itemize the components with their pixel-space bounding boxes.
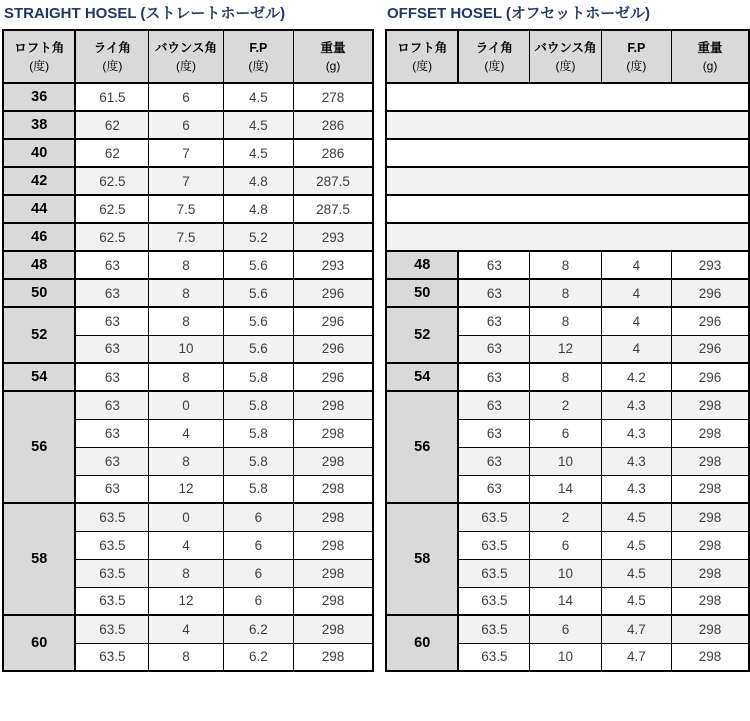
spec-table-straight [2,29,374,672]
data-cell: 4 [601,251,671,279]
table-row [3,167,373,195]
data-cell: 63 [458,363,529,391]
data-cell: 6 [149,83,223,111]
data-cell: 6 [530,419,601,447]
loft-cell: 48 [3,251,75,279]
table-row [3,83,373,111]
data-cell: 6 [223,503,293,531]
data-cell: 63.5 [75,503,148,531]
data-cell: 6 [223,531,293,559]
data-cell: 4.2 [601,363,671,391]
data-cell: 7 [149,139,223,167]
header-unit: (g) [325,59,341,73]
column-header [672,30,749,83]
data-cell: 61.5 [75,83,148,111]
data-cell: 8 [149,307,223,335]
empty-cell [386,195,749,223]
loft-cell: 54 [386,363,458,391]
loft-cell: 38 [3,111,75,139]
table-row [3,111,373,139]
data-cell: 298 [294,559,373,587]
data-cell: 5.6 [223,307,293,335]
data-cell: 298 [294,615,373,643]
data-cell: 63 [458,419,529,447]
data-cell: 298 [672,587,749,615]
column-header [149,30,223,83]
empty-cell [386,223,749,251]
data-cell: 62.5 [75,167,148,195]
data-cell: 5.6 [223,251,293,279]
data-cell: 298 [672,447,749,475]
table-row [386,503,749,531]
header-unit: (度) [248,59,269,73]
data-cell: 5.8 [223,447,293,475]
column-header [458,30,529,83]
data-cell: 63 [75,391,148,419]
data-cell: 296 [672,279,749,307]
data-cell: 63 [75,335,148,363]
data-cell: 6 [223,559,293,587]
data-cell: 4.7 [601,615,671,643]
data-cell: 4.5 [601,503,671,531]
data-cell: 10 [530,559,601,587]
data-cell: 6.2 [223,643,293,671]
data-cell: 8 [530,251,601,279]
data-cell: 4.5 [601,587,671,615]
table-row [386,391,749,419]
empty-row [386,195,749,223]
data-cell: 63 [458,307,529,335]
loft-cell: 50 [3,279,75,307]
data-cell: 293 [294,251,373,279]
empty-cell [386,83,749,111]
header-label: バウンス角 [154,41,218,55]
data-cell: 63.5 [75,587,148,615]
data-cell: 63.5 [458,643,529,671]
loft-cell: 46 [3,223,75,251]
data-cell: 63.5 [75,559,148,587]
header-label: ロフト角 [14,41,65,55]
data-cell: 12 [149,475,223,503]
data-cell: 2 [530,391,601,419]
data-cell: 63.5 [458,531,529,559]
data-cell: 298 [294,587,373,615]
data-cell: 296 [672,363,749,391]
data-cell: 298 [672,643,749,671]
data-cell: 0 [149,391,223,419]
loft-cell: 36 [3,83,75,111]
header-label: 重量 [320,41,346,55]
data-cell: 298 [294,419,373,447]
table-row [386,307,749,335]
column-header [75,30,148,83]
data-cell: 8 [530,307,601,335]
loft-cell: 40 [3,139,75,167]
data-cell: 5.8 [223,475,293,503]
data-cell: 6 [530,531,601,559]
table-row [386,615,749,643]
data-cell: 62.5 [75,223,148,251]
data-cell: 10 [530,447,601,475]
data-cell: 4 [149,531,223,559]
data-cell: 5.8 [223,391,293,419]
column-header [3,30,75,83]
table-row [3,391,373,419]
data-cell: 63 [75,475,148,503]
data-cell: 63.5 [458,615,529,643]
loft-cell: 56 [3,391,75,503]
data-cell: 63 [75,363,148,391]
data-cell: 63 [75,279,148,307]
data-cell: 4 [601,307,671,335]
header-unit: (g) [702,59,718,73]
data-cell: 6 [223,587,293,615]
data-cell: 298 [672,475,749,503]
header-unit: (度) [102,59,123,73]
table-row [386,363,749,391]
loft-cell: 48 [386,251,458,279]
header-label: 重量 [697,41,723,55]
data-cell: 298 [294,447,373,475]
data-cell: 63 [458,475,529,503]
empty-cell [386,139,749,167]
data-cell: 296 [294,307,373,335]
loft-cell: 42 [3,167,75,195]
data-cell: 298 [672,391,749,419]
spec-table-offset [385,29,750,672]
data-cell: 63 [75,307,148,335]
header-label: ライ角 [475,41,513,55]
data-cell: 2 [530,503,601,531]
data-cell: 7.5 [149,195,223,223]
header-label: F.P [249,41,268,55]
data-cell: 293 [294,223,373,251]
data-cell: 12 [530,335,601,363]
table-row [3,139,373,167]
data-cell: 7.5 [149,223,223,251]
table-row [3,279,373,307]
empty-cell [386,111,749,139]
data-cell: 63 [75,447,148,475]
data-cell: 4.3 [601,475,671,503]
data-cell: 298 [672,559,749,587]
data-cell: 298 [672,503,749,531]
data-cell: 14 [530,587,601,615]
table-row [3,503,373,531]
empty-row [386,111,749,139]
data-cell: 8 [149,251,223,279]
header-unit: (度) [175,59,196,73]
table-row [3,195,373,223]
data-cell: 7 [149,167,223,195]
data-cell: 6 [149,111,223,139]
loft-cell: 60 [386,615,458,671]
data-cell: 62.5 [75,195,148,223]
data-cell: 4 [601,279,671,307]
data-cell: 4.3 [601,419,671,447]
header-unit: (度) [484,59,505,73]
data-cell: 63 [458,447,529,475]
data-cell: 10 [149,335,223,363]
column-header [294,30,373,83]
data-cell: 5.6 [223,335,293,363]
data-cell: 63 [75,251,148,279]
data-cell: 14 [530,475,601,503]
loft-cell: 60 [3,615,75,671]
data-cell: 0 [149,503,223,531]
data-cell: 296 [294,279,373,307]
data-cell: 4.7 [601,643,671,671]
data-cell: 63.5 [75,531,148,559]
loft-cell: 50 [386,279,458,307]
loft-cell: 56 [386,391,458,503]
data-cell: 4.5 [223,139,293,167]
loft-cell: 52 [3,307,75,363]
data-cell: 63.5 [458,559,529,587]
header-row [386,30,749,83]
data-cell: 12 [149,587,223,615]
table-row [386,279,749,307]
data-cell: 63.5 [458,587,529,615]
data-cell: 287.5 [294,195,373,223]
data-cell: 4 [149,615,223,643]
loft-cell: 52 [386,307,458,363]
data-cell: 298 [672,531,749,559]
data-cell: 8 [149,279,223,307]
data-cell: 278 [294,83,373,111]
data-cell: 8 [149,643,223,671]
data-cell: 287.5 [294,167,373,195]
header-label: ロフト角 [397,41,448,55]
table-row [3,251,373,279]
data-cell: 286 [294,111,373,139]
data-cell: 63 [458,335,529,363]
data-cell: 298 [294,643,373,671]
header-row [3,30,373,83]
header-label: F.P [627,41,646,55]
data-cell: 296 [672,335,749,363]
data-cell: 8 [149,447,223,475]
data-cell: 4.3 [601,447,671,475]
header-unit: (度) [626,59,647,73]
column-header [386,30,458,83]
data-cell: 8 [149,559,223,587]
data-cell: 63.5 [458,503,529,531]
data-cell: 4.5 [223,111,293,139]
table-row [3,615,373,643]
data-cell: 4 [149,419,223,447]
data-cell: 6 [530,615,601,643]
table-row [3,223,373,251]
data-cell: 298 [294,475,373,503]
column-header [223,30,293,83]
data-cell: 4.3 [601,391,671,419]
panel-straight-hosel [2,3,374,672]
data-cell: 5.8 [223,419,293,447]
data-cell: 10 [530,643,601,671]
panel-offset-hosel [385,3,750,672]
data-cell: 296 [672,307,749,335]
data-cell: 296 [294,335,373,363]
data-cell: 8 [530,363,601,391]
empty-row [386,139,749,167]
empty-row [386,223,749,251]
loft-cell: 58 [3,503,75,615]
data-cell: 5.6 [223,279,293,307]
table-row [3,363,373,391]
data-cell: 5.8 [223,363,293,391]
column-header [530,30,601,83]
header-unit: (度) [29,59,50,73]
empty-cell [386,167,749,195]
data-cell: 63 [458,279,529,307]
data-cell: 286 [294,139,373,167]
data-cell: 298 [294,503,373,531]
table-row [3,307,373,335]
table-title-offset: OFFSET HOSEL (オフセットホーゼル) [387,5,650,22]
data-cell: 5.2 [223,223,293,251]
table-title-straight: STRAIGHT HOSEL (ストレートホーゼル) [4,5,286,22]
data-cell: 4.5 [223,83,293,111]
data-cell: 293 [672,251,749,279]
empty-row [386,83,749,111]
header-label: ライ角 [93,41,131,55]
data-cell: 8 [149,363,223,391]
data-cell: 4.5 [601,531,671,559]
header-unit: (度) [412,59,433,73]
data-cell: 298 [672,419,749,447]
data-cell: 298 [672,615,749,643]
data-cell: 8 [530,279,601,307]
data-cell: 4.8 [223,195,293,223]
data-cell: 296 [294,363,373,391]
data-cell: 63.5 [75,643,148,671]
data-cell: 298 [294,391,373,419]
empty-row [386,167,749,195]
data-cell: 63 [458,251,529,279]
data-cell: 62 [75,139,148,167]
header-unit: (度) [555,59,576,73]
loft-cell: 58 [386,503,458,615]
data-cell: 63 [75,419,148,447]
data-cell: 4 [601,335,671,363]
data-cell: 298 [294,531,373,559]
data-cell: 63.5 [75,615,148,643]
loft-cell: 44 [3,195,75,223]
header-label: バウンス角 [534,41,597,55]
data-cell: 4.8 [223,167,293,195]
data-cell: 63 [458,391,529,419]
data-cell: 4.5 [601,559,671,587]
column-header [601,30,671,83]
data-cell: 62 [75,111,148,139]
table-row [386,251,749,279]
data-cell: 6.2 [223,615,293,643]
loft-cell: 54 [3,363,75,391]
